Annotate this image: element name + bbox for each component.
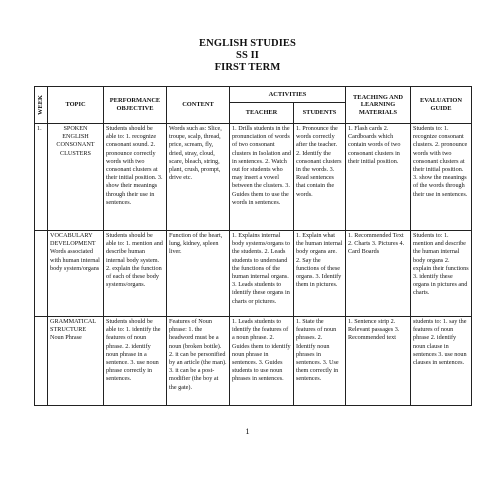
week-number: 1. [35,124,48,231]
table-row [35,231,472,317]
objective-cell: Students should be able to: 1. recognize consonant sound. 2. pronounce correctly words with two consonant clusters at their initial position. 3. show their meanings through their use in sentences. [104,124,167,231]
student-activity-cell: 1. State the features of noun phrases. 2. Identify noun phrases in sentences. 3. Use them correctly in sentences. [294,317,346,406]
term-title: FIRST TERM [214,62,281,73]
materials-cell: 1. Recommended Text 2. Charts 3. Pictures 4. Card Boards [346,231,411,317]
materials-cell: 1. Flash cards 2. Cardboards which contain words of two consonant clusters in their initial position. [346,124,411,231]
topic-cell: SPOKEN ENGLISH CONSONANT CLUSTERS [48,124,104,231]
students-header: STUDENTS [294,103,346,124]
week-number [35,317,48,406]
objective-cell: Students should be able to: 1. identify the features of noun phrase. 2. identify noun phrase in a sentence. 3. use noun phrase correctly in sentences. [104,317,167,406]
teacher-activity-cell: 1. Drills students in the pronunciation of words of two consonant clusters in Isolation and in sentences. 2. Watch out for students who may insert a vowel between the clusters. 3. Guides them to use the words in sentences. [230,124,294,231]
evaluation-header: EVALUATION GUIDE [411,87,472,124]
week-number [35,231,48,317]
teacher-activity-cell: 1. Explains internal body systems/organs to the students. 2. Leads students to understand the functions of the human internal organs. 3. Leads students to identify these organs in charts or pictures. [230,231,294,317]
objective-cell: Students should be able to: 1. mention and describe human internal body system. 2. explain the function of each of these body systems/organs. [104,231,167,317]
materials-cell: 1. Sentence strip 2. Relevant passages 3. Recommended text [346,317,411,406]
teacher-activity-cell: 1. Leads students to identify the features of a noun phrase. 2. Guides them to identify noun phrase in sentences. 3. Guides students to use noun phrases in sentences. [230,317,294,406]
topic-header: TOPIC [48,87,104,124]
teacher-header: TEACHER [230,103,294,124]
subject-title: ENGLISH STUDIES [199,38,296,49]
evaluation-cell: students to: 1. say the features of noun phrase 2. identify noun clause in sentences 3. use noun clauses in sentences. [411,317,472,406]
content-cell: Words such as: Slice, troupe, scalp, thread, price, scream, fly, dried, stray, cloud, scare, bleach, string, plant, crush, prompt, drive etc. [167,124,230,231]
table-row [35,124,472,231]
table-row [35,317,472,406]
week-header: WEEK [35,87,48,124]
student-activity-cell: 1. Pronounce the words correctly after the teacher. 2. Identify the consonant clusters in the words. 3. Read sentences that contain the words. [294,124,346,231]
content-header: CONTENT [167,87,230,124]
content-cell: Features of Noun phrase: 1. the headword must be a noun (broken bottle). 2. it can be personified by an article (the man). 3. it can be a post-modifier (the boy at the gate). [167,317,230,406]
evaluation-cell: Students to: 1. recognize consonant clusters. 2. pronounce words with two consonant clusters at their initial position. 3. show the meanings of the words through their use in sentences. [411,124,472,231]
document-title-block [0,38,495,74]
objective-header: PERFORMANCE OBJECTIVE [104,87,167,124]
evaluation-cell: Students to: 1. mention and describe the human internal body organs 2. explain their functions 3. identify these organs in pictures and charts. [411,231,472,317]
topic-cell: VOCABULARY DEVELOPMENT Words associated with human internal body system/organs [48,231,104,317]
content-cell: Function of the heart, lung, kidney, spleen liver. [167,231,230,317]
materials-header: TEACHING AND LEARNING MATERIALS [346,87,411,124]
activities-header: ACTIVITIES [230,87,346,103]
page-number: 1 [245,426,250,436]
student-activity-cell: 1. Explain what the human internal body organs are. 2. Say the functions of these organs. 3. Identify them in pictures. [294,231,346,317]
class-title: SS II [236,50,259,61]
topic-cell: GRAMMATICAL STRUCTURE Noun Phrase [48,317,104,406]
scheme-of-work-table [34,86,472,406]
